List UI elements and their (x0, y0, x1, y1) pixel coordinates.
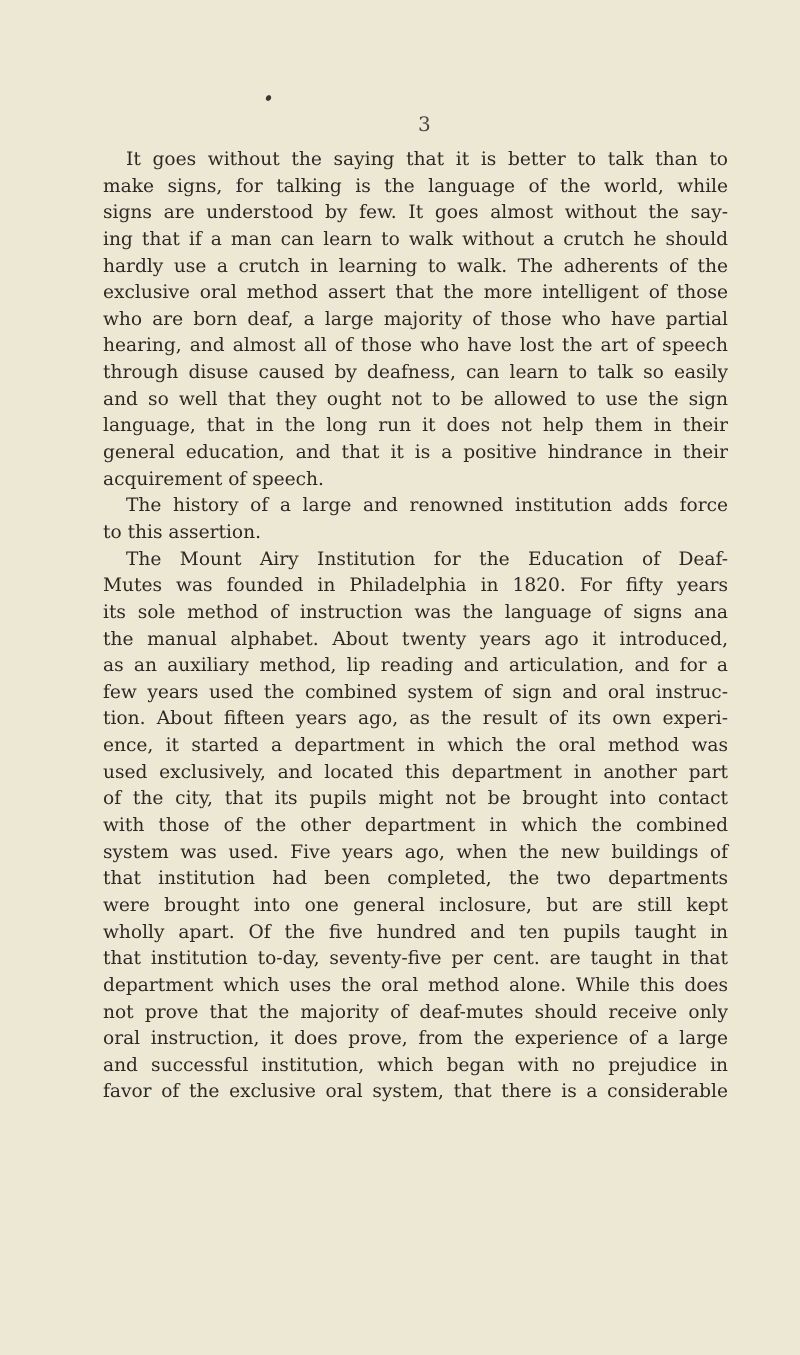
text-line: used exclusively, and located this department in another part (103, 761, 728, 783)
text-line: its sole method of instruction was the language of signs ana (103, 601, 728, 623)
text-line: that institution had been completed, the two departments (103, 868, 728, 890)
text-line: were brought into one general inclosure, but are still kept (103, 894, 728, 916)
text-line: the manual alphabet. About twenty years ago it introduced, (103, 628, 728, 650)
text-line: tion. About fifteen years ago, as the result of its own experi- (103, 708, 728, 730)
text-line: exclusive oral method assert that the more intelligent of those (103, 282, 728, 304)
text-line: general education, and that it is a positive hindrance in their (103, 442, 728, 464)
text-line: make signs, for talking is the language of the world, while (103, 175, 728, 197)
text-line: of the city, that its pupils might not be brought into contact (103, 788, 728, 810)
text-line: department which uses the oral method alone. While this does (103, 974, 728, 996)
body-text (103, 147, 728, 1106)
text-line: that institution to-day, seventy-five per cent. are taught in that (103, 948, 728, 970)
text-line: and so well that they ought not to be allowed to use the sign (103, 388, 728, 410)
text-line: language, that in the long run it does not help them in their (103, 415, 728, 437)
text-line: through disuse caused by deafness, can learn to talk so easily (103, 362, 728, 384)
text-line: system was used. Five years ago, when the new buildings of (103, 841, 728, 863)
text-line: oral instruction, it does prove, from the experience of a large (103, 1028, 728, 1050)
text-line: as an auxiliary method, lip reading and articulation, and for a (103, 655, 728, 677)
text-line: It goes without the saying that it is better to talk than to (126, 149, 728, 170)
page-number: 3 (418, 112, 431, 136)
text-line: and successful institution, which began with no prejudice in (103, 1054, 728, 1076)
text-line: The Mount Airy Institution for the Education of Deaf- (126, 548, 728, 570)
ink-spot (265, 94, 273, 102)
text-line: to this assertion. (103, 521, 261, 543)
text-line: who are born deaf, a large majority of those who have partial (103, 308, 728, 330)
text-line: hearing, and almost all of those who have lost the art of speech (103, 335, 728, 357)
text-line: favor of the exclusive oral system, that there is a considerable (103, 1081, 728, 1103)
text-line: ing that if a man can learn to walk without a crutch he should (103, 228, 728, 250)
text-line: not prove that the majority of deaf-mutes should receive only (103, 1001, 728, 1023)
text-line: acquirement of speech. (103, 468, 324, 490)
text-line: few years used the combined system of sign and oral instruc- (103, 681, 728, 703)
text-line: The history of a large and renowned institution adds force (126, 495, 728, 517)
text-line: with those of the other department in which the combined (103, 815, 728, 837)
text-line: wholly apart. Of the five hundred and ten pupils taught in (103, 921, 728, 943)
text-line: ence, it started a department in which the oral method was (103, 735, 728, 757)
text-line: signs are understood by few. It goes almost without the say- (103, 202, 728, 224)
text-line: hardly use a crutch in learning to walk. The adherents of the (103, 255, 728, 277)
text-line: Mutes was founded in Philadelphia in 1820. For fifty years (103, 575, 728, 597)
